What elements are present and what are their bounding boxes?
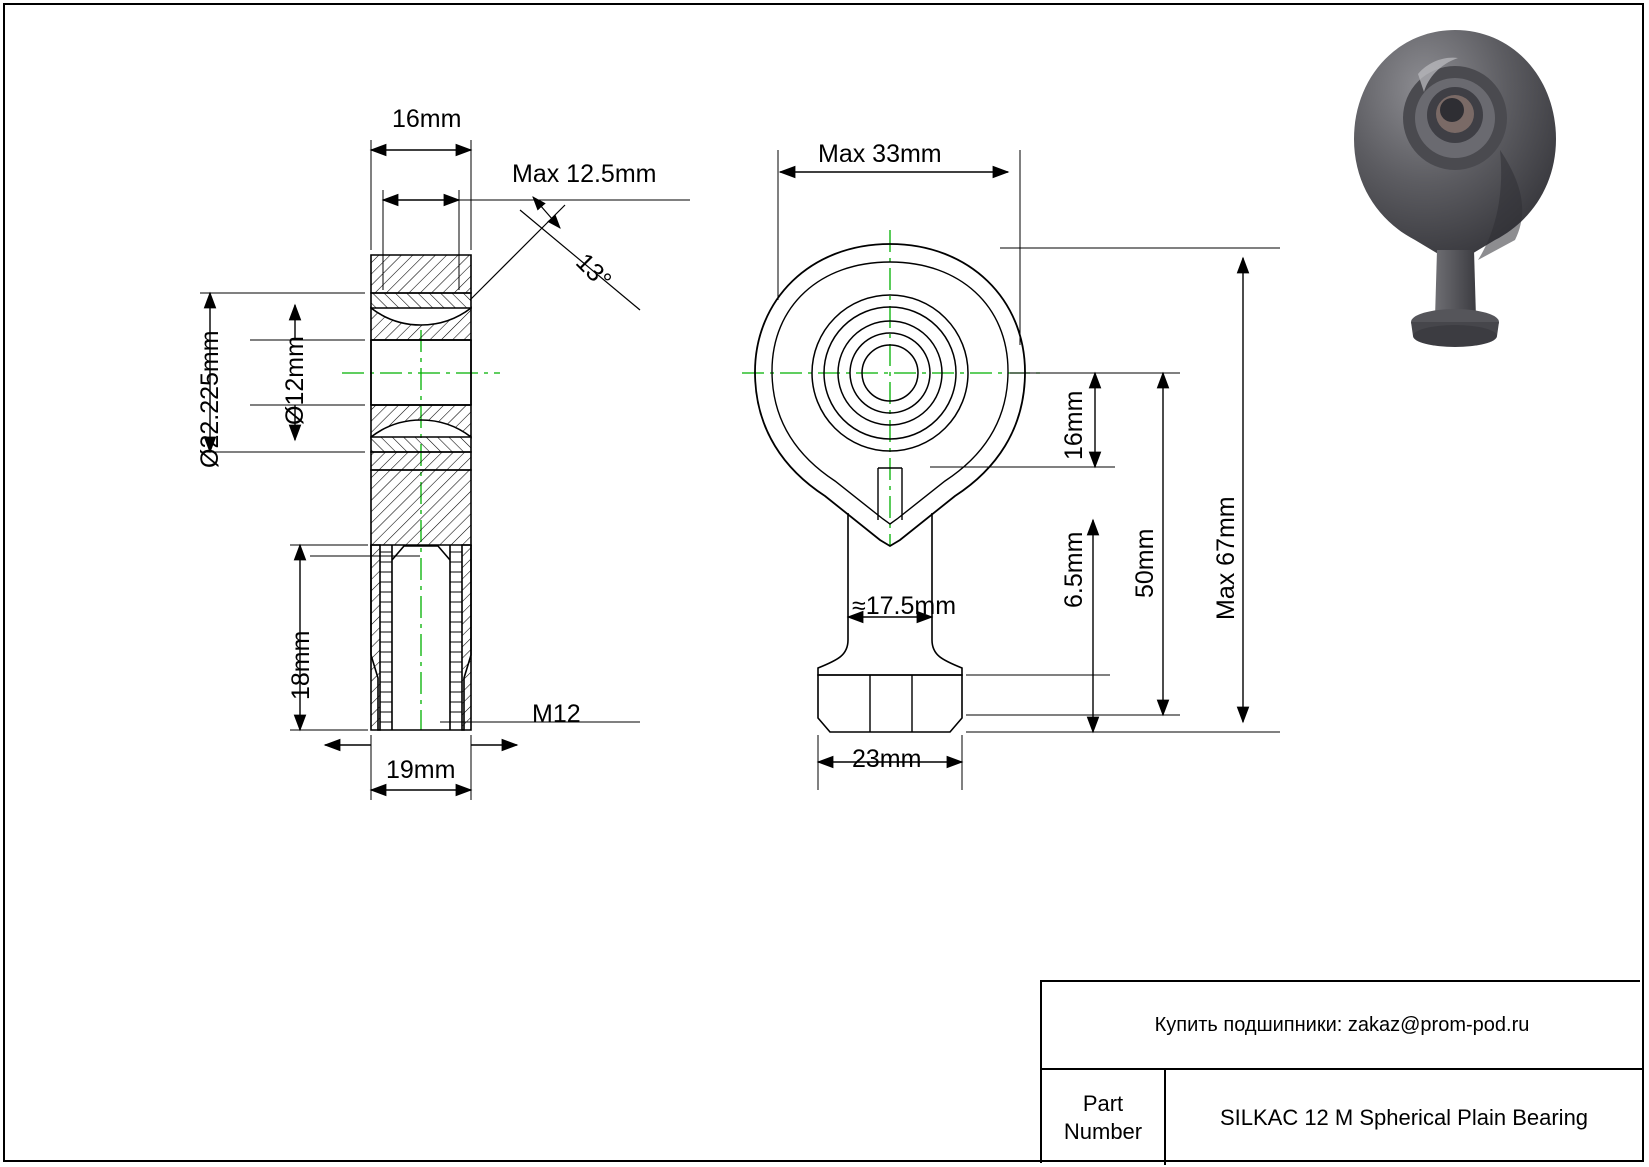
- dim-label-max-12-5mm: Max 12.5mm: [512, 160, 657, 188]
- part-number-value: SILKAC 12 M Spherical Plain Bearing: [1219, 1104, 1589, 1130]
- dim-label-shank-thickness: ≈17.5mm: [852, 592, 957, 620]
- title-block-email-row: [1042, 982, 1642, 1070]
- part-number-label-line2: Number: [1063, 1118, 1143, 1144]
- dim-label-max-total-length: Max 67mm: [1212, 496, 1240, 620]
- dim-label-hex-width: 23mm: [852, 745, 922, 773]
- title-block: [1040, 980, 1640, 1163]
- dim-label-center-to-end: 50mm: [1131, 528, 1159, 598]
- dim-label-thread-length: 18mm: [287, 630, 315, 700]
- dim-label-chamfer-height: 6.5mm: [1060, 531, 1088, 608]
- dim-label-head-thickness: 16mm: [1060, 390, 1088, 460]
- part-number-label: [1042, 1070, 1166, 1165]
- label-thread-spec-m12: M12: [532, 700, 581, 728]
- dim-label-16mm-head: 16mm: [392, 105, 462, 133]
- part-number-label-line1: Part: [1082, 1091, 1124, 1116]
- dim-label-13-degrees: 13°: [570, 248, 617, 295]
- dim-label-shank-width: 19mm: [386, 756, 456, 784]
- render-3d: [1354, 30, 1556, 347]
- dim-label-outer-diameter: Ø22.225mm: [196, 330, 224, 468]
- dim-label-bore-diameter: Ø12mm: [281, 336, 309, 425]
- dim-label-max-33mm: Max 33mm: [818, 140, 942, 168]
- title-block-part-row: [1042, 1070, 1642, 1165]
- contact-email-text: Купить подшипники: zakaz@prom-pod.ru: [1154, 1013, 1530, 1036]
